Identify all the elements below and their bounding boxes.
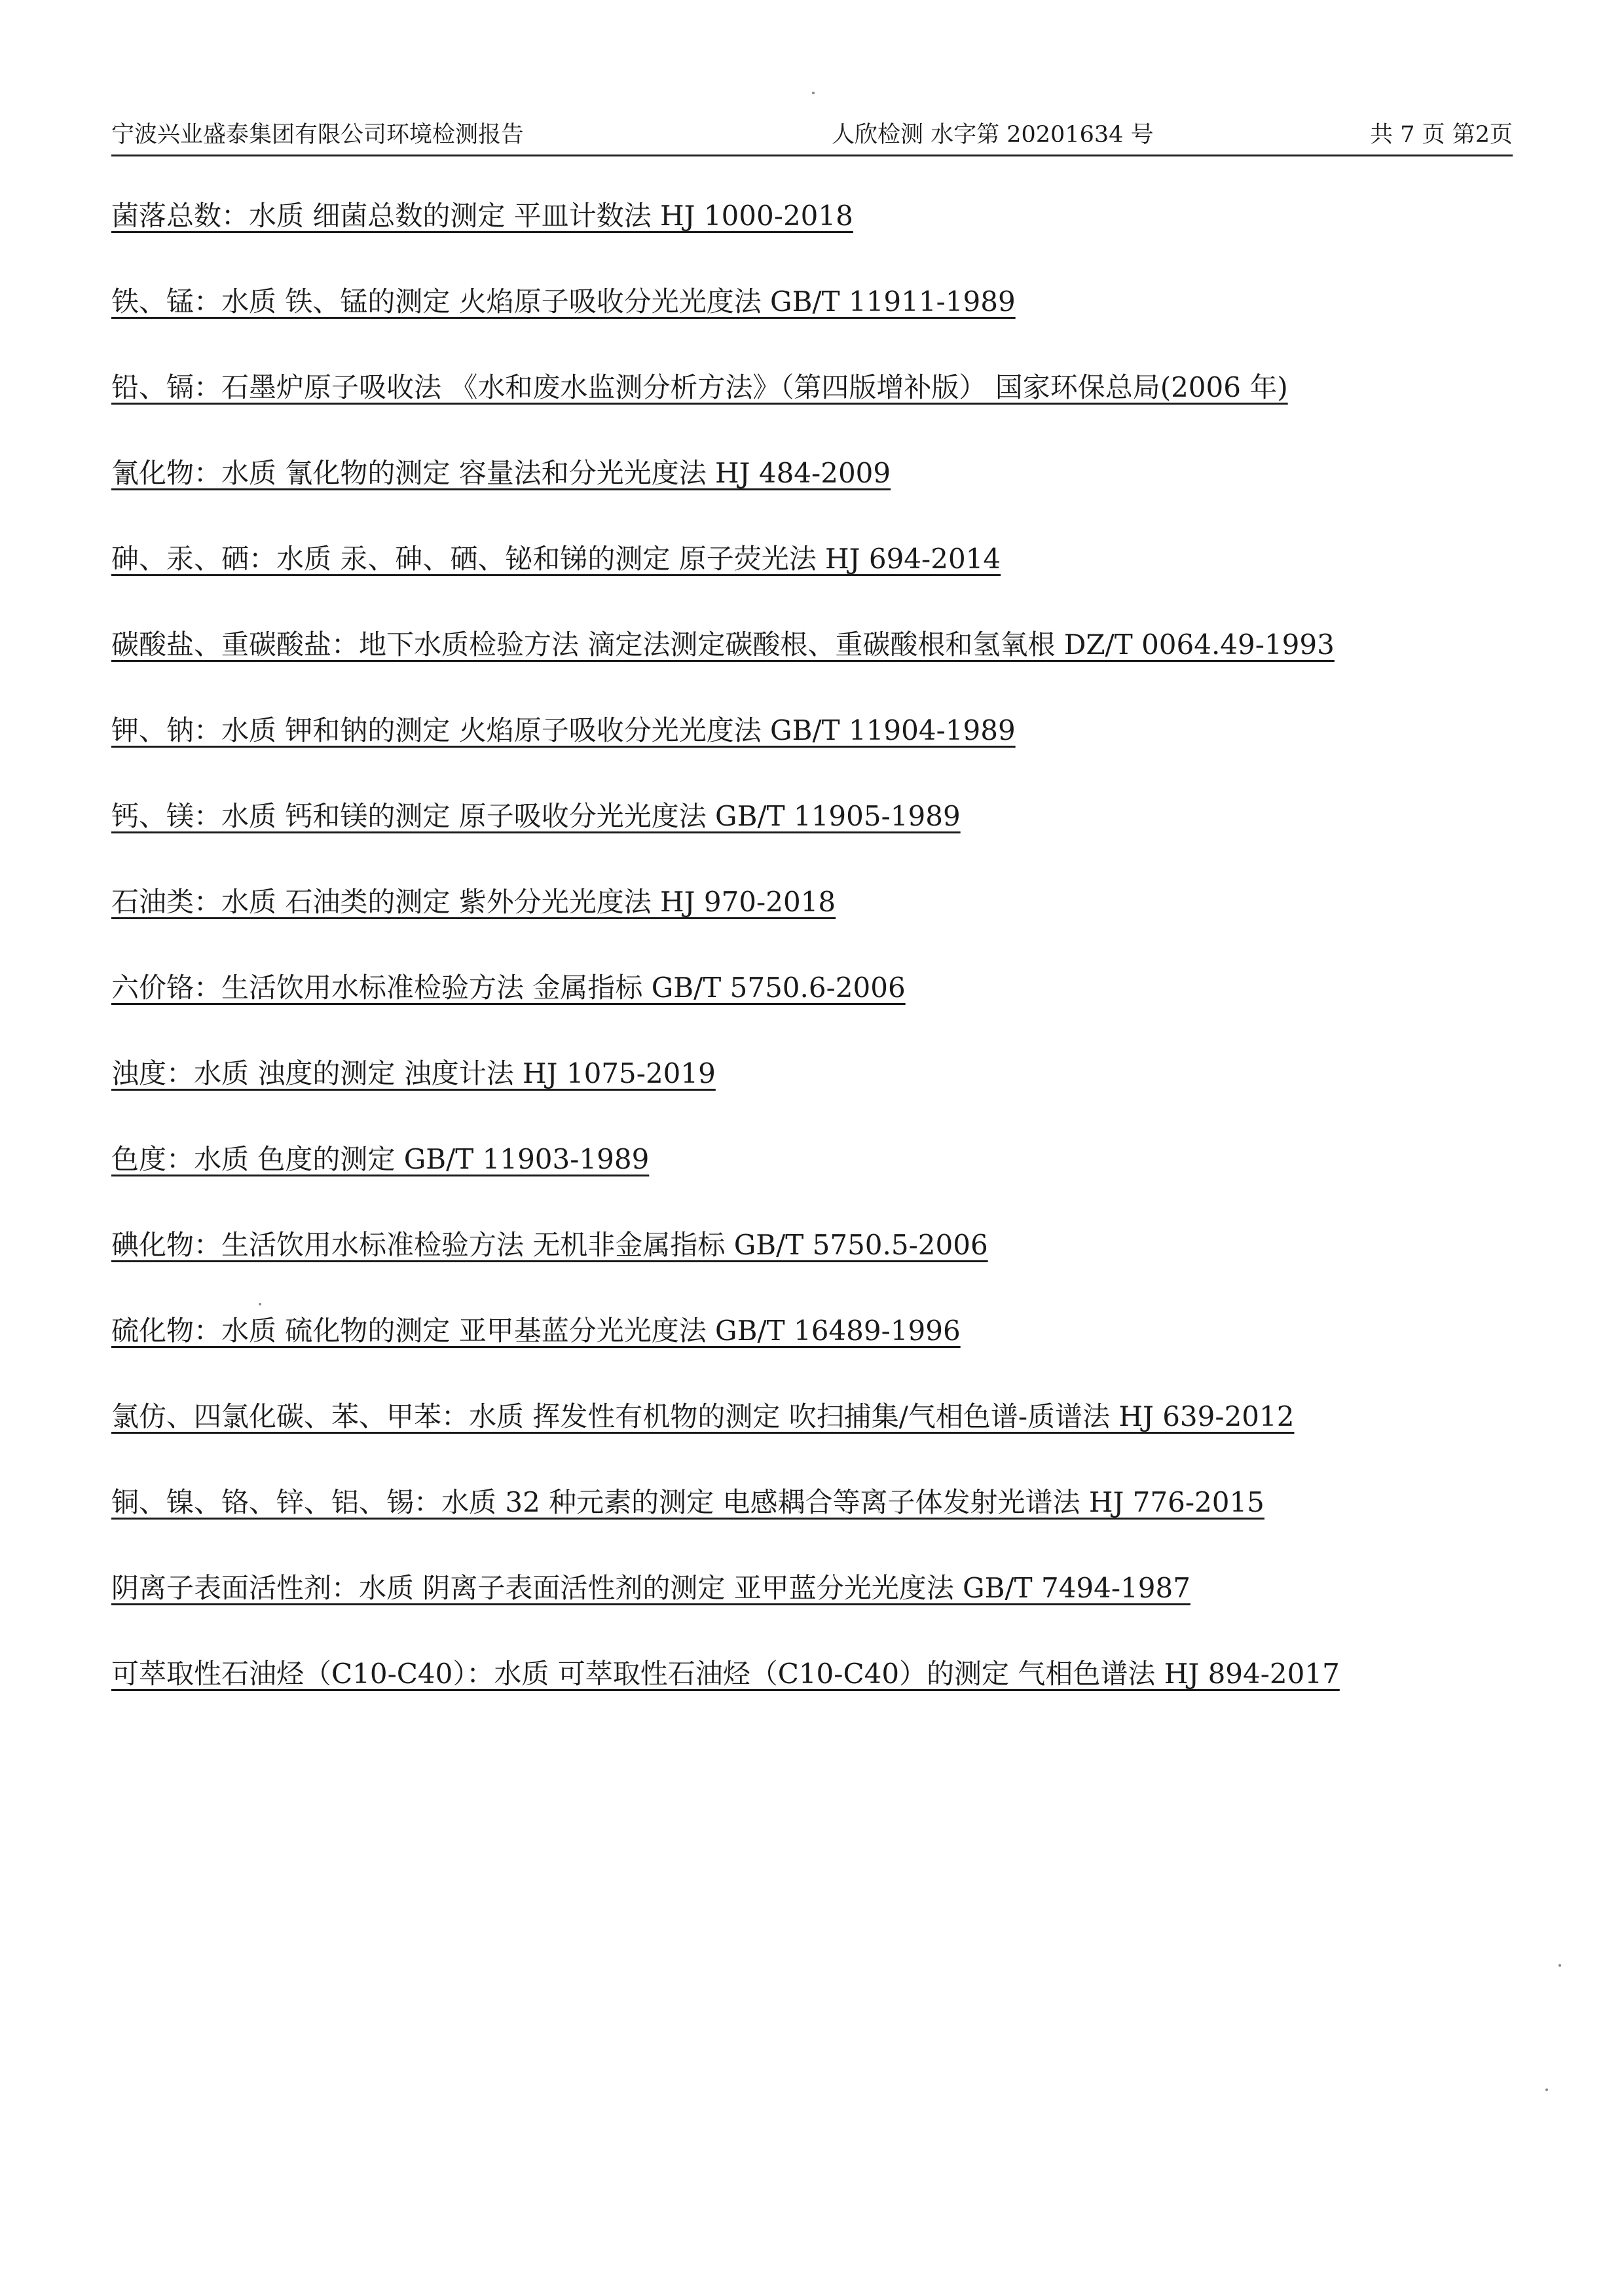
method-line bbox=[111, 877, 1526, 963]
method-line bbox=[111, 1049, 1526, 1135]
method-line bbox=[111, 792, 1526, 877]
method-text: 碘化物：生活饮用水标准检验方法 无机非金属指标 GB/T 5750.5-2006 bbox=[111, 1229, 988, 1261]
method-line bbox=[111, 534, 1526, 620]
method-text: 六价铬：生活饮用水标准检验方法 金属指标 GB/T 5750.6-2006 bbox=[111, 972, 906, 1004]
report-number: 人欣检测 水字第 20201634 号 bbox=[832, 122, 1154, 148]
method-line bbox=[111, 1220, 1526, 1306]
method-line bbox=[111, 191, 1526, 277]
scan-speck bbox=[812, 92, 815, 94]
page-header bbox=[111, 118, 1513, 152]
method-text: 硫化物：水质 硫化物的测定 亚甲基蓝分光光度法 GB/T 16489-1996 bbox=[111, 1315, 961, 1347]
method-line bbox=[111, 1135, 1526, 1220]
method-text: 铅、镉：石墨炉原子吸收法 《水和废水监测分析方法》（第四版增补版） 国家环保总局(2006 年) bbox=[111, 371, 1288, 403]
method-text: 石油类：水质 石油类的测定 紫外分光光度法 HJ 970-2018 bbox=[111, 886, 836, 918]
method-line bbox=[111, 363, 1526, 448]
method-line bbox=[111, 706, 1526, 792]
method-line bbox=[111, 1478, 1526, 1563]
method-line bbox=[111, 1306, 1526, 1392]
method-text: 钾、钠：水质 钾和钠的测定 火焰原子吸收分光光度法 GB/T 11904-1989 bbox=[111, 714, 1016, 746]
scan-speck bbox=[1559, 1964, 1561, 1967]
method-text: 浊度：水质 浊度的测定 浊度计法 HJ 1075-2019 bbox=[111, 1057, 716, 1089]
method-text: 阴离子表面活性剂：水质 阴离子表面活性剂的测定 亚甲蓝分光光度法 GB/T 7494-1987 bbox=[111, 1572, 1190, 1604]
scan-speck bbox=[1545, 2088, 1548, 2091]
method-text: 铁、锰：水质 铁、锰的测定 火焰原子吸收分光光度法 GB/T 11911-1989 bbox=[111, 285, 1016, 318]
method-text: 氯仿、四氯化碳、苯、甲苯：水质 挥发性有机物的测定 吹扫捕集/气相色谱-质谱法 HJ 639-2012 bbox=[111, 1400, 1295, 1432]
report-title: 宁波兴业盛泰集团有限公司环境检测报告 bbox=[111, 122, 525, 148]
method-line bbox=[111, 1563, 1526, 1649]
method-text: 氰化物：水质 氰化物的测定 容量法和分光光度法 HJ 484-2009 bbox=[111, 457, 891, 489]
method-line bbox=[111, 1649, 1526, 1735]
method-line bbox=[111, 963, 1526, 1049]
scan-speck bbox=[259, 1303, 261, 1305]
method-line bbox=[111, 448, 1526, 534]
method-line bbox=[111, 620, 1526, 706]
method-text: 菌落总数：水质 细菌总数的测定 平皿计数法 HJ 1000-2018 bbox=[111, 200, 853, 232]
method-line bbox=[111, 1392, 1526, 1478]
method-text: 可萃取性石油烃（C10-C40）：水质 可萃取性石油烃（C10-C40）的测定 气相色谱法 HJ 894-2017 bbox=[111, 1658, 1340, 1690]
method-line bbox=[111, 277, 1526, 363]
method-text: 色度：水质 色度的测定 GB/T 11903-1989 bbox=[111, 1143, 650, 1175]
method-text: 铜、镍、铬、锌、铝、锡：水质 32 种元素的测定 电感耦合等离子体发射光谱法 HJ 776-2015 bbox=[111, 1486, 1264, 1518]
method-text: 碳酸盐、重碳酸盐：地下水质检验方法 滴定法测定碳酸根、重碳酸根和氢氧根 DZ/T 0064.49-1993 bbox=[111, 629, 1335, 661]
header-divider bbox=[111, 155, 1513, 156]
test-method-list bbox=[111, 191, 1526, 1735]
method-text: 砷、汞、硒：水质 汞、砷、硒、铋和锑的测定 原子荧光法 HJ 694-2014 bbox=[111, 543, 1001, 575]
page-info: 共 7 页 第2页 bbox=[1370, 122, 1513, 148]
method-text: 钙、镁：水质 钙和镁的测定 原子吸收分光光度法 GB/T 11905-1989 bbox=[111, 800, 961, 832]
